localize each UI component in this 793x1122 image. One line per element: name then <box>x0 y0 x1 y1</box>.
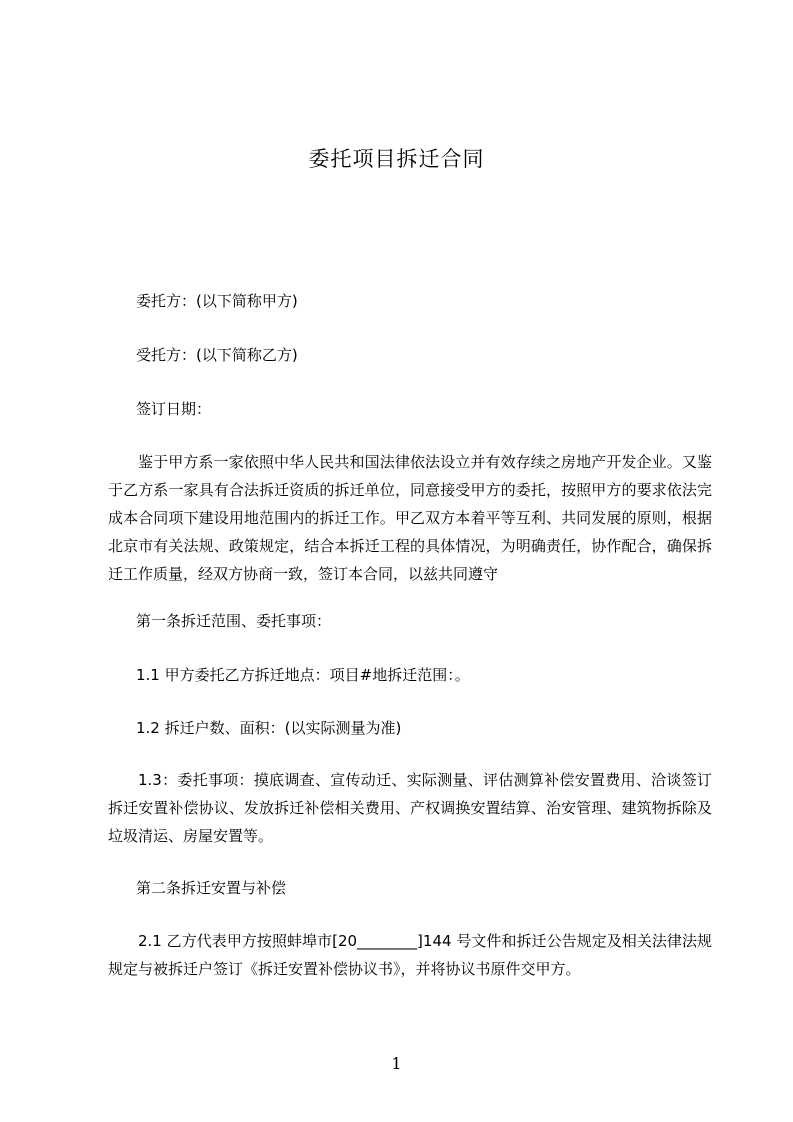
clause-1-2: 1.2 拆迁户数、面积：(以实际测量为准) <box>136 719 402 737</box>
clause-1-3: 1.3：委托事项：摸底调查、宣传动迁、实际测量、评估测算补偿安置费用、洽谈签订拆迁安置补偿协议、发放拆迁补偿相关费用、产权调换安置结算、治安管理、建筑物拆除及垃圾清运、房屋安置等。 <box>108 771 712 845</box>
page-number: 1 <box>391 1054 402 1073</box>
article-1-heading: 第一条拆迁范围、委托事项： <box>136 612 332 630</box>
client-party-line: 委托方：(以下简称甲方) <box>136 292 298 310</box>
signing-date-line: 签订日期： <box>136 400 212 418</box>
clause-1-1: 1.1 甲方委托乙方拆迁地点：项目#地拆迁范围：。 <box>136 666 470 684</box>
document-title: 委托项目拆迁合同 <box>308 147 485 171</box>
article-2-heading: 第二条拆迁安置与补偿 <box>136 879 287 897</box>
contractor-party-line: 受托方：(以下简称乙方) <box>136 346 298 364</box>
clause-2-1: 2.1 乙方代表甲方按照蚌埠市[20________]144 号文件和拆迁公告规定及相关法律法规规定与被拆迁户签订《拆迁安置补偿协议书》，并将协议书原件交甲方。 <box>108 932 712 978</box>
preamble-paragraph: 鉴于甲方系一家依照中华人民共和国法律依法设立并有效存续之房地产开发企业。又鉴于乙方系一家具有合法拆迁资质的拆迁单位，同意接受甲方的委托，按照甲方的要求依法完成本合同项下建设用地范围内的拆迁工作。甲乙双方本着平等互利、共同发展的原则，根据北京市有关法规、政策规定，结合本拆迁工程的具体情况，为明确责任，协作配合，确保拆迁工作质量，经双方协商一致，签订本合同，以兹共同遵守 <box>108 453 712 583</box>
